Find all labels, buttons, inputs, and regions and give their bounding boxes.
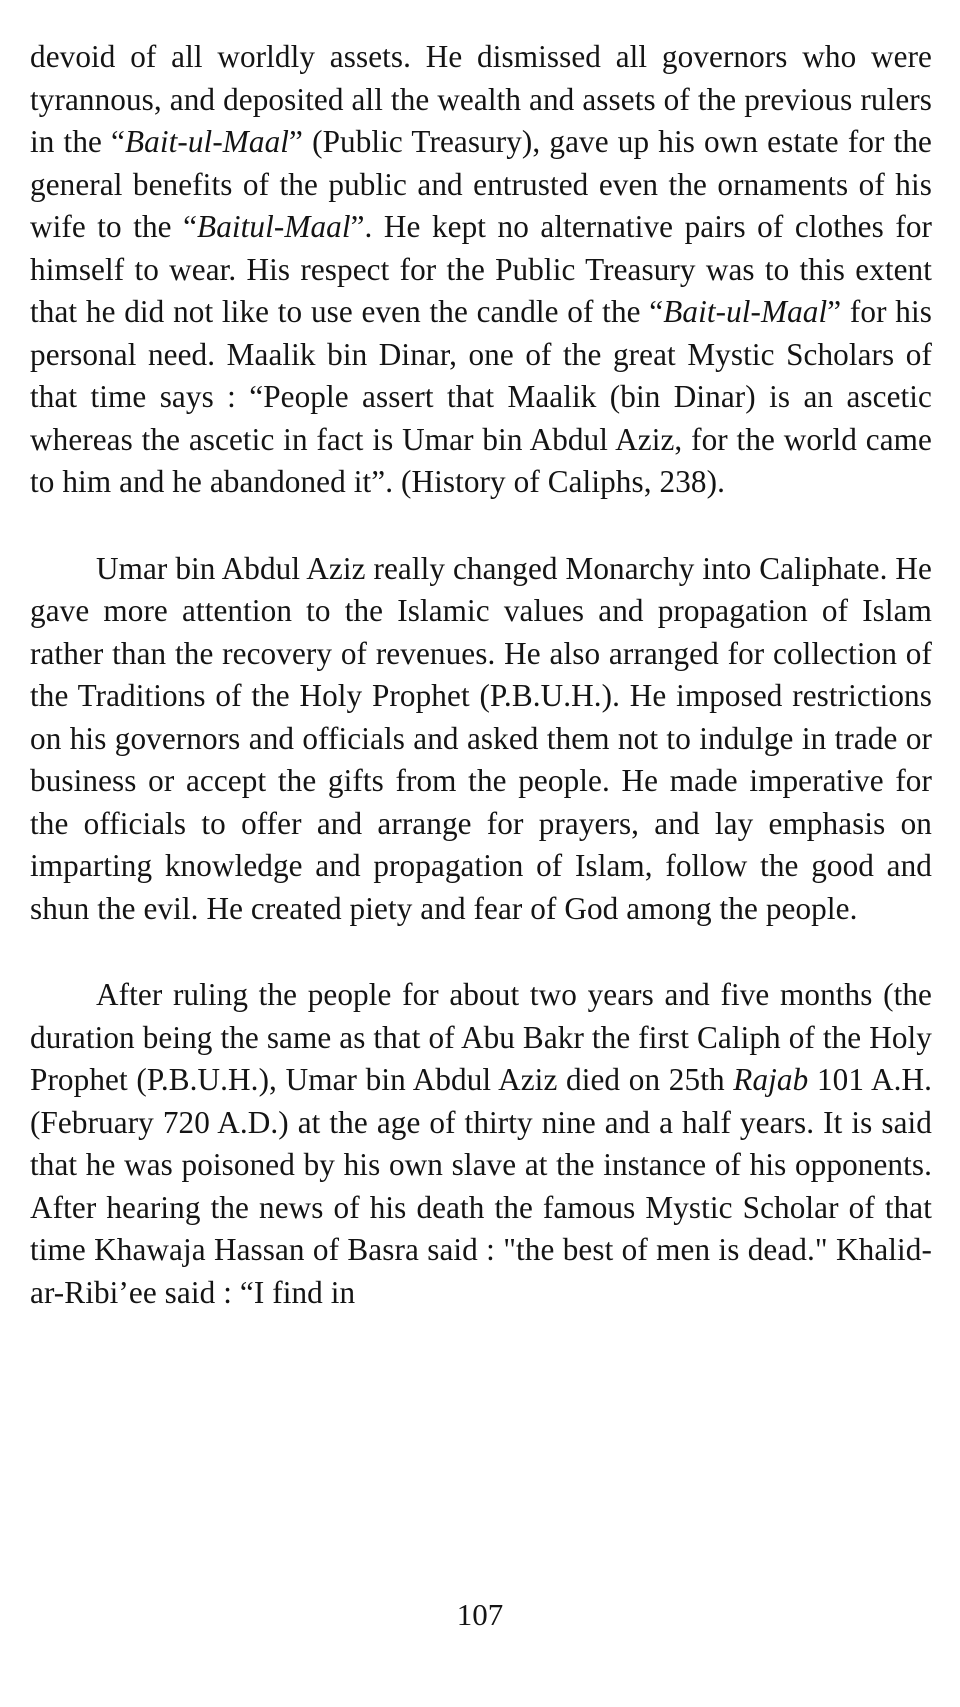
text-segment: ” (Public Treasury), gave up his own estate for the general benefits of the public and entrusted even the ornaments of his wife to the “ xyxy=(30,124,932,244)
page-number: 107 xyxy=(456,1597,504,1632)
text-segment: Umar bin Abdul Aziz really changed Monarchy into Caliphate. He gave more attention to the Islamic values and propagation of Islam rather than the recovery of revenues. He also arranged for collection of the Traditions of the Holy Prophet (P.B.U.H.). He imposed restrictions on his governors and officials and asked them not to indulge in trade or business or accept the gifts from the people. He made imperative for the officials to offer and arrange for prayers, and lay emphasis on imparting knowledge and propagation of Islam, follow the good and shun the evil. He created piety and fear of God among the people. xyxy=(30,550,932,926)
italic-term: Bait-ul-Maal xyxy=(663,294,828,329)
italic-term: Rajab xyxy=(733,1062,809,1097)
italic-term: Baitul-Maal xyxy=(197,209,351,244)
text-segment: ”. He kept no alternative pairs of clothes for himself to wear. His respect for the Public Treasury was to this extent that he did not like to use even the candle of the “ xyxy=(30,209,932,329)
body-text xyxy=(30,36,932,1314)
text-segment: devoid of all worldly assets. He dismissed all governors who were tyrannous, and deposited all the wealth and assets of the previous rulers in the “ xyxy=(30,39,932,159)
italic-term: Bait-ul-Maal xyxy=(125,124,290,159)
paragraph-1 xyxy=(30,36,932,504)
paragraph-3 xyxy=(30,974,932,1314)
text-segment: ” for his personal need. Maalik bin Dinar, one of the great Mystic Scholars of that time says : “People assert that Maalik (bin Dinar) is an ascetic whereas the ascetic in fact is Umar bin Abdul Aziz, for the world came to him and he abandoned it”. (History of Caliphs, 238). xyxy=(30,294,932,499)
paragraph-2 xyxy=(30,548,932,931)
text-segment: 101 A.H. (February 720 A.D.) at the age of thirty nine and a half years. It is said that he was poisoned by his own slave at the instance of his opponents. After hearing the news of his death the famous Mystic Scholar of that time Khawaja Hassan of Basra said : "the best of men is dead." Khalid-ar-Ribi’ee said : “I find in xyxy=(30,1062,932,1310)
text-segment: After ruling the people for about two years and five months (the duration being the same as that of Abu Bakr the first Caliph of the Holy Prophet (P.B.U.H.), Umar bin Abdul Aziz died on 25th xyxy=(30,977,932,1097)
